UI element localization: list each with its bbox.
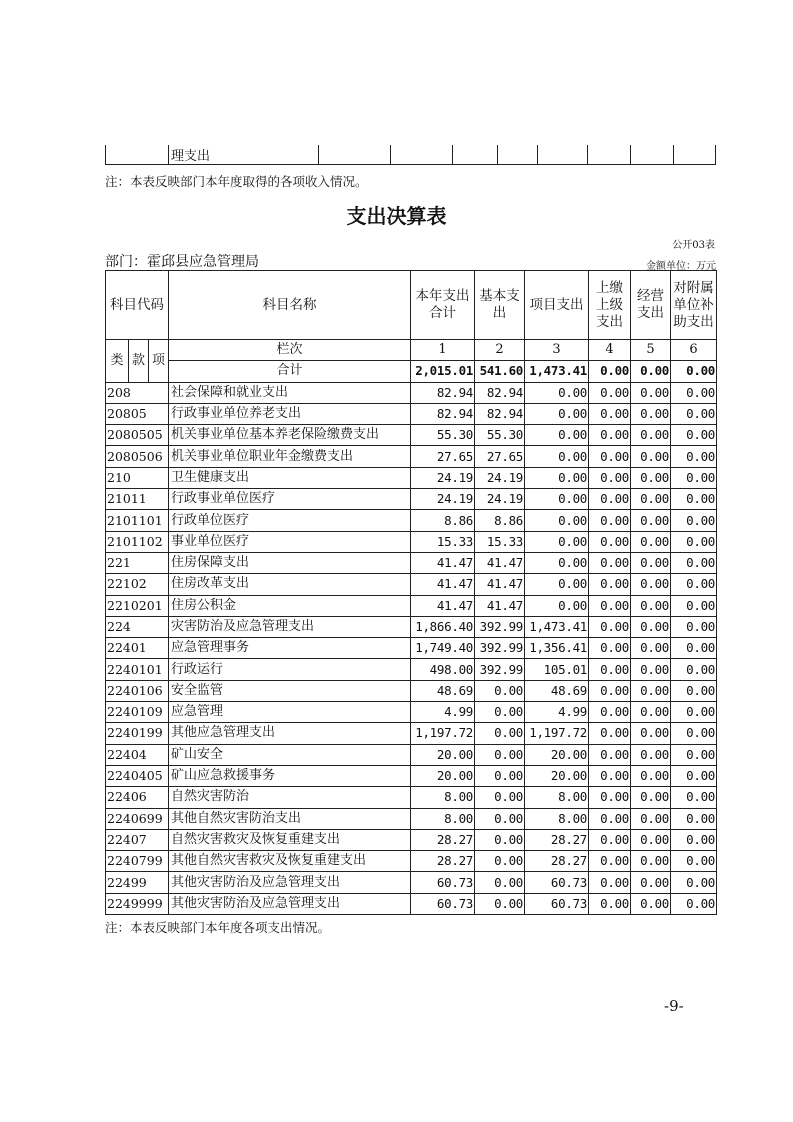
amount-cell: 0.00 bbox=[671, 787, 717, 808]
amount-cell: 0.00 bbox=[631, 446, 671, 467]
subject-code: 208 bbox=[106, 382, 169, 403]
total-label: 合计 bbox=[169, 361, 411, 382]
amount-cell: 0.00 bbox=[631, 510, 671, 531]
amount-cell: 0.00 bbox=[631, 425, 671, 446]
table-row bbox=[106, 616, 717, 637]
table-row bbox=[106, 744, 717, 765]
subject-name: 灾害防治及应急管理支出 bbox=[169, 616, 411, 637]
amount-cell: 0.00 bbox=[589, 552, 631, 573]
subject-code: 2080506 bbox=[106, 446, 169, 467]
subject-code: 221 bbox=[106, 552, 169, 573]
amount-cell: 0.00 bbox=[671, 382, 717, 403]
amount-cell: 0.00 bbox=[475, 829, 525, 850]
table-row bbox=[106, 723, 717, 744]
amount-cell: 0.00 bbox=[475, 872, 525, 893]
department: 部门：霍邱县应急管理局 bbox=[105, 254, 259, 270]
amount-cell: 8.86 bbox=[475, 510, 525, 531]
total-value: 1,473.41 bbox=[525, 361, 589, 382]
subject-code: 22102 bbox=[106, 574, 169, 595]
subject-code: 22404 bbox=[106, 744, 169, 765]
subject-code: 22401 bbox=[106, 638, 169, 659]
subject-code: 2240405 bbox=[106, 765, 169, 786]
amount-cell: 0.00 bbox=[671, 723, 717, 744]
total-value: 0.00 bbox=[631, 361, 671, 382]
amount-cell: 0.00 bbox=[589, 808, 631, 829]
amount-cell: 1,866.40 bbox=[411, 616, 475, 637]
amount-cell: 0.00 bbox=[589, 680, 631, 701]
amount-cell: 0.00 bbox=[631, 893, 671, 914]
subject-name: 住房公积金 bbox=[169, 595, 411, 616]
amount-cell: 0.00 bbox=[589, 723, 631, 744]
amount-cell: 0.00 bbox=[631, 702, 671, 723]
amount-cell: 1,197.72 bbox=[525, 723, 589, 744]
amount-cell: 498.00 bbox=[411, 659, 475, 680]
subject-name: 应急管理 bbox=[169, 702, 411, 723]
amount-cell: 20.00 bbox=[411, 744, 475, 765]
table-row bbox=[106, 702, 717, 723]
amount-cell: 60.73 bbox=[525, 872, 589, 893]
amount-cell: 392.99 bbox=[475, 659, 525, 680]
amount-cell: 60.73 bbox=[411, 893, 475, 914]
subject-name: 矿山应急救援事务 bbox=[169, 765, 411, 786]
subject-name: 其他自然灾害防治支出 bbox=[169, 808, 411, 829]
amount-cell: 24.19 bbox=[411, 489, 475, 510]
subject-code: 21011 bbox=[106, 489, 169, 510]
subject-name: 其他自然灾害救灾及恢复重建支出 bbox=[169, 851, 411, 872]
amount-cell: 0.00 bbox=[671, 489, 717, 510]
amount-cell: 0.00 bbox=[671, 744, 717, 765]
amount-cell: 20.00 bbox=[411, 765, 475, 786]
amount-cell: 0.00 bbox=[631, 723, 671, 744]
amount-cell: 0.00 bbox=[589, 638, 631, 659]
amount-cell: 60.73 bbox=[525, 893, 589, 914]
amount-cell: 0.00 bbox=[671, 893, 717, 914]
amount-cell: 0.00 bbox=[589, 616, 631, 637]
table-row bbox=[106, 872, 717, 893]
amount-cell: 0.00 bbox=[589, 382, 631, 403]
row-name: 理支出 bbox=[169, 145, 319, 165]
amount-cell: 0.00 bbox=[671, 680, 717, 701]
amount-cell: 0.00 bbox=[671, 595, 717, 616]
table-row bbox=[106, 808, 717, 829]
amount-cell: 0.00 bbox=[589, 425, 631, 446]
amount-cell: 82.94 bbox=[475, 382, 525, 403]
table-row bbox=[106, 851, 717, 872]
amount-cell: 8.00 bbox=[525, 787, 589, 808]
table-row bbox=[106, 489, 717, 510]
amount-cell: 0.00 bbox=[631, 467, 671, 488]
amount-cell: 0.00 bbox=[671, 851, 717, 872]
header-col6: 对附属单位补助支出 bbox=[671, 271, 717, 340]
header-name: 科目名称 bbox=[169, 271, 411, 340]
amount-cell: 0.00 bbox=[475, 765, 525, 786]
amount-cell: 0.00 bbox=[589, 403, 631, 424]
expenditure-table bbox=[105, 270, 717, 915]
amount-cell: 0.00 bbox=[475, 702, 525, 723]
subject-name: 住房改革支出 bbox=[169, 574, 411, 595]
subject-code: 2101101 bbox=[106, 510, 169, 531]
header-col3: 项目支出 bbox=[525, 271, 589, 340]
subject-name: 行政事业单位养老支出 bbox=[169, 403, 411, 424]
header-xiang: 项 bbox=[149, 340, 169, 383]
amount-cell: 0.00 bbox=[631, 382, 671, 403]
amount-cell: 1,473.41 bbox=[525, 616, 589, 637]
amount-cell: 0.00 bbox=[589, 829, 631, 850]
amount-cell: 0.00 bbox=[525, 510, 589, 531]
amount-cell: 0.00 bbox=[475, 680, 525, 701]
table-row bbox=[106, 510, 717, 531]
subject-code: 2249999 bbox=[106, 893, 169, 914]
amount-cell: 0.00 bbox=[671, 552, 717, 573]
subject-name: 住房保障支出 bbox=[169, 552, 411, 573]
amount-cell: 0.00 bbox=[589, 744, 631, 765]
amount-cell: 41.47 bbox=[411, 595, 475, 616]
amount-cell: 0.00 bbox=[525, 531, 589, 552]
subject-code: 22406 bbox=[106, 787, 169, 808]
column-number: 1 bbox=[411, 340, 475, 361]
table-row bbox=[106, 765, 717, 786]
amount-cell: 0.00 bbox=[475, 744, 525, 765]
previous-table-fragment bbox=[105, 145, 716, 165]
table-row bbox=[106, 531, 717, 552]
amount-cell: 0.00 bbox=[631, 872, 671, 893]
amount-cell: 0.00 bbox=[589, 467, 631, 488]
amount-cell: 0.00 bbox=[525, 425, 589, 446]
amount-cell: 0.00 bbox=[525, 552, 589, 573]
subject-name: 其他灾害防治及应急管理支出 bbox=[169, 872, 411, 893]
amount-cell: 0.00 bbox=[631, 552, 671, 573]
previous-note: 注：本表反映部门本年度取得的各项收入情况。 bbox=[105, 174, 368, 189]
amount-cell: 0.00 bbox=[631, 595, 671, 616]
amount-cell: 0.00 bbox=[631, 616, 671, 637]
subject-name: 行政单位医疗 bbox=[169, 510, 411, 531]
amount-cell: 41.47 bbox=[475, 574, 525, 595]
amount-cell: 0.00 bbox=[671, 467, 717, 488]
column-number: 2 bbox=[475, 340, 525, 361]
column-index-row bbox=[106, 340, 717, 361]
subject-code: 2240109 bbox=[106, 702, 169, 723]
amount-cell: 8.86 bbox=[411, 510, 475, 531]
amount-cell: 27.65 bbox=[411, 446, 475, 467]
amount-cell: 27.65 bbox=[475, 446, 525, 467]
amount-cell: 0.00 bbox=[671, 510, 717, 531]
amount-cell: 82.94 bbox=[475, 403, 525, 424]
table-row bbox=[106, 574, 717, 595]
amount-cell: 0.00 bbox=[671, 638, 717, 659]
amount-cell: 15.33 bbox=[475, 531, 525, 552]
column-number: 3 bbox=[525, 340, 589, 361]
amount-cell: 0.00 bbox=[525, 446, 589, 467]
amount-cell: 4.99 bbox=[525, 702, 589, 723]
amount-cell: 0.00 bbox=[475, 723, 525, 744]
amount-cell: 0.00 bbox=[589, 446, 631, 467]
amount-cell: 0.00 bbox=[631, 489, 671, 510]
table-row bbox=[106, 403, 717, 424]
header-col1: 本年支出合计 bbox=[411, 271, 475, 340]
form-code: 公开03表 bbox=[672, 240, 715, 251]
subject-name: 矿山安全 bbox=[169, 744, 411, 765]
subject-name: 事业单位医疗 bbox=[169, 531, 411, 552]
amount-cell: 20.00 bbox=[525, 744, 589, 765]
subject-code: 22407 bbox=[106, 829, 169, 850]
table-row bbox=[106, 680, 717, 701]
amount-cell: 1,197.72 bbox=[411, 723, 475, 744]
table-row bbox=[106, 638, 717, 659]
subject-name: 卫生健康支出 bbox=[169, 467, 411, 488]
amount-cell: 28.27 bbox=[525, 851, 589, 872]
subject-name: 其他应急管理支出 bbox=[169, 723, 411, 744]
header-col4: 上缴上级支出 bbox=[589, 271, 631, 340]
amount-cell: 0.00 bbox=[631, 574, 671, 595]
amount-cell: 0.00 bbox=[525, 467, 589, 488]
subject-name: 自然灾害救灾及恢复重建支出 bbox=[169, 829, 411, 850]
amount-cell: 48.69 bbox=[411, 680, 475, 701]
amount-cell: 0.00 bbox=[525, 382, 589, 403]
amount-cell: 24.19 bbox=[411, 467, 475, 488]
header-kuan: 款 bbox=[129, 340, 149, 383]
subject-name: 应急管理事务 bbox=[169, 638, 411, 659]
amount-cell: 0.00 bbox=[475, 851, 525, 872]
amount-cell: 0.00 bbox=[475, 893, 525, 914]
amount-cell: 0.00 bbox=[631, 744, 671, 765]
subject-name: 行政事业单位医疗 bbox=[169, 489, 411, 510]
subject-code: 210 bbox=[106, 467, 169, 488]
amount-cell: 0.00 bbox=[671, 872, 717, 893]
amount-cell: 0.00 bbox=[589, 510, 631, 531]
amount-cell: 0.00 bbox=[475, 808, 525, 829]
amount-cell: 0.00 bbox=[631, 659, 671, 680]
amount-cell: 0.00 bbox=[589, 851, 631, 872]
subject-code: 20805 bbox=[106, 403, 169, 424]
amount-cell: 4.99 bbox=[411, 702, 475, 723]
subject-code: 22499 bbox=[106, 872, 169, 893]
amount-cell: 82.94 bbox=[411, 403, 475, 424]
amount-cell: 48.69 bbox=[525, 680, 589, 701]
amount-cell: 28.27 bbox=[411, 829, 475, 850]
table-row bbox=[106, 425, 717, 446]
page-number: -9- bbox=[664, 997, 684, 1015]
unit-label: 金额单位：万元 bbox=[646, 261, 716, 272]
amount-cell: 392.99 bbox=[475, 638, 525, 659]
amount-cell: 0.00 bbox=[525, 595, 589, 616]
amount-cell: 0.00 bbox=[589, 531, 631, 552]
header-code: 科目代码 bbox=[106, 271, 169, 340]
subject-code: 2101102 bbox=[106, 531, 169, 552]
amount-cell: 0.00 bbox=[525, 403, 589, 424]
amount-cell: 392.99 bbox=[475, 616, 525, 637]
table-row bbox=[106, 382, 717, 403]
amount-cell: 41.47 bbox=[411, 574, 475, 595]
header-row bbox=[106, 271, 717, 340]
subject-code: 2240101 bbox=[106, 659, 169, 680]
amount-cell: 0.00 bbox=[631, 680, 671, 701]
table-row bbox=[106, 829, 717, 850]
amount-cell: 15.33 bbox=[411, 531, 475, 552]
amount-cell: 0.00 bbox=[589, 574, 631, 595]
amount-cell: 24.19 bbox=[475, 489, 525, 510]
amount-cell: 0.00 bbox=[631, 829, 671, 850]
amount-cell: 41.47 bbox=[475, 552, 525, 573]
table-row bbox=[106, 893, 717, 914]
amount-cell: 0.00 bbox=[631, 638, 671, 659]
amount-cell: 0.00 bbox=[589, 702, 631, 723]
table-row bbox=[106, 552, 717, 573]
amount-cell: 0.00 bbox=[475, 787, 525, 808]
header-lei: 类 bbox=[106, 340, 129, 383]
amount-cell: 0.00 bbox=[671, 702, 717, 723]
column-number: 6 bbox=[671, 340, 717, 361]
amount-cell: 20.00 bbox=[525, 765, 589, 786]
table-row bbox=[106, 467, 717, 488]
amount-cell: 55.30 bbox=[411, 425, 475, 446]
total-value: 0.00 bbox=[671, 361, 717, 382]
subject-code: 2240799 bbox=[106, 851, 169, 872]
table-row bbox=[106, 659, 717, 680]
subject-code: 2240699 bbox=[106, 808, 169, 829]
amount-cell: 0.00 bbox=[589, 765, 631, 786]
amount-cell: 28.27 bbox=[411, 851, 475, 872]
amount-cell: 0.00 bbox=[589, 893, 631, 914]
total-row bbox=[106, 361, 717, 382]
amount-cell: 0.00 bbox=[671, 403, 717, 424]
amount-cell: 0.00 bbox=[671, 829, 717, 850]
amount-cell: 28.27 bbox=[525, 829, 589, 850]
total-value: 541.60 bbox=[475, 361, 525, 382]
amount-cell: 105.01 bbox=[525, 659, 589, 680]
subject-name: 安全监管 bbox=[169, 680, 411, 701]
amount-cell: 0.00 bbox=[671, 574, 717, 595]
subject-name: 机关事业单位职业年金缴费支出 bbox=[169, 446, 411, 467]
column-number: 5 bbox=[631, 340, 671, 361]
subject-code: 2210201 bbox=[106, 595, 169, 616]
total-value: 0.00 bbox=[589, 361, 631, 382]
amount-cell: 1,356.41 bbox=[525, 638, 589, 659]
amount-cell: 8.00 bbox=[525, 808, 589, 829]
table-note: 注：本表反映部门本年度各项支出情况。 bbox=[105, 920, 331, 935]
column-number: 4 bbox=[589, 340, 631, 361]
amount-cell: 0.00 bbox=[589, 489, 631, 510]
amount-cell: 0.00 bbox=[589, 872, 631, 893]
amount-cell: 0.00 bbox=[631, 531, 671, 552]
amount-cell: 8.00 bbox=[411, 787, 475, 808]
total-value: 2,015.01 bbox=[411, 361, 475, 382]
amount-cell: 0.00 bbox=[631, 787, 671, 808]
subject-name: 自然灾害防治 bbox=[169, 787, 411, 808]
amount-cell: 8.00 bbox=[411, 808, 475, 829]
amount-cell: 60.73 bbox=[411, 872, 475, 893]
amount-cell: 0.00 bbox=[631, 851, 671, 872]
amount-cell: 0.00 bbox=[671, 616, 717, 637]
header-col2: 基本支出 bbox=[475, 271, 525, 340]
table-row bbox=[106, 145, 716, 165]
table-row bbox=[106, 446, 717, 467]
amount-cell: 0.00 bbox=[631, 808, 671, 829]
table-row bbox=[106, 787, 717, 808]
amount-cell: 82.94 bbox=[411, 382, 475, 403]
subject-code: 2240106 bbox=[106, 680, 169, 701]
amount-cell: 1,749.40 bbox=[411, 638, 475, 659]
column-index-label: 栏次 bbox=[169, 340, 411, 361]
amount-cell: 41.47 bbox=[411, 552, 475, 573]
subject-name: 其他灾害防治及应急管理支出 bbox=[169, 893, 411, 914]
amount-cell: 0.00 bbox=[525, 489, 589, 510]
amount-cell: 24.19 bbox=[475, 467, 525, 488]
amount-cell: 41.47 bbox=[475, 595, 525, 616]
table-row bbox=[106, 595, 717, 616]
amount-cell: 55.30 bbox=[475, 425, 525, 446]
amount-cell: 0.00 bbox=[671, 425, 717, 446]
amount-cell: 0.00 bbox=[671, 531, 717, 552]
page-title: 支出决算表 bbox=[346, 204, 447, 228]
amount-cell: 0.00 bbox=[525, 574, 589, 595]
amount-cell: 0.00 bbox=[631, 765, 671, 786]
subject-code: 2080505 bbox=[106, 425, 169, 446]
amount-cell: 0.00 bbox=[671, 446, 717, 467]
amount-cell: 0.00 bbox=[671, 765, 717, 786]
amount-cell: 0.00 bbox=[589, 659, 631, 680]
amount-cell: 0.00 bbox=[671, 808, 717, 829]
amount-cell: 0.00 bbox=[631, 403, 671, 424]
header-col5: 经营支出 bbox=[631, 271, 671, 340]
subject-name: 行政运行 bbox=[169, 659, 411, 680]
amount-cell: 0.00 bbox=[589, 595, 631, 616]
subject-code: 224 bbox=[106, 616, 169, 637]
amount-cell: 0.00 bbox=[589, 787, 631, 808]
subject-name: 社会保障和就业支出 bbox=[169, 382, 411, 403]
subject-name: 机关事业单位基本养老保险缴费支出 bbox=[169, 425, 411, 446]
amount-cell: 0.00 bbox=[671, 659, 717, 680]
subject-code: 2240199 bbox=[106, 723, 169, 744]
